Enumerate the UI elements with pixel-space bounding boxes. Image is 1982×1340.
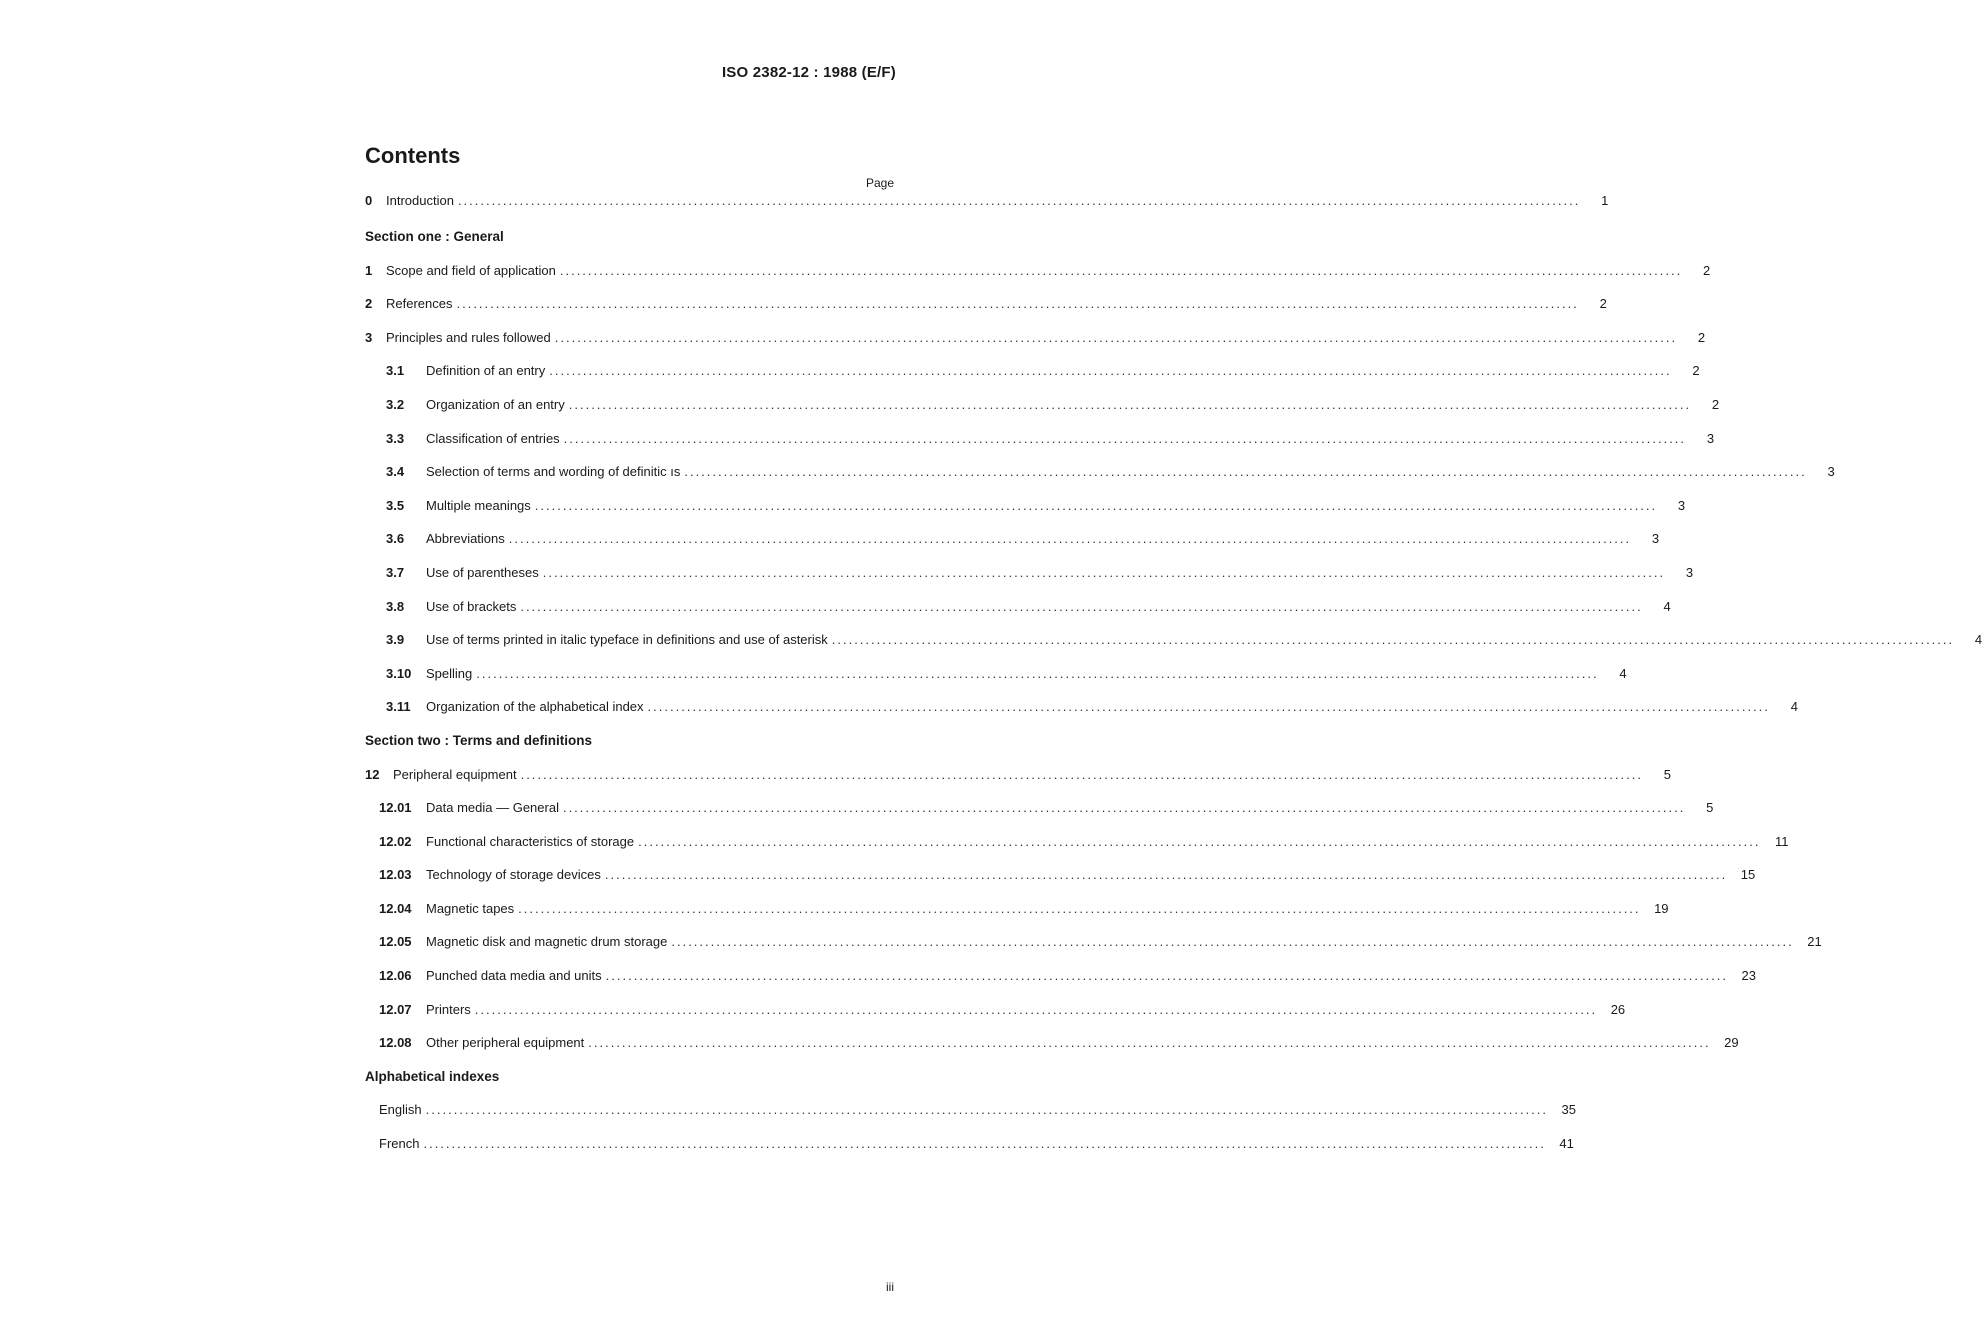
toc-entry-label: Organization of the alphabetical index xyxy=(426,699,644,715)
toc-entry-label: Data media — General xyxy=(426,800,559,816)
toc-entry-number: 2 xyxy=(365,296,373,312)
toc-entry-number: 1 xyxy=(365,262,373,278)
toc-entry[interactable] xyxy=(365,262,1711,296)
toc-entry-number: 3.9 xyxy=(386,632,405,648)
toc-subentry[interactable] xyxy=(365,430,1715,464)
toc-entry-label: Technology of storage devices xyxy=(426,867,601,883)
toc-subentry[interactable] xyxy=(365,933,1822,967)
toc-subentry[interactable] xyxy=(365,833,1789,867)
dot-leader: ........................................................................................................................................................................................................ xyxy=(474,1001,1598,1017)
toc-entry-page: 26 xyxy=(1610,1001,1626,1017)
toc-entry-number: 3.5 xyxy=(386,497,405,513)
page-number: iii xyxy=(886,1280,894,1294)
toc-entry-label: Introduction xyxy=(386,193,454,208)
toc-entry-number: 12.05 xyxy=(379,934,412,950)
toc-entry-label: Use of terms printed in italic typeface in definitions and use of asterisk xyxy=(426,632,828,648)
section-heading-two: Section two : Terms and definitions xyxy=(365,732,593,748)
toc-subentry[interactable] xyxy=(365,866,1756,900)
toc-subentry[interactable] xyxy=(365,665,1627,699)
dot-leader: ........................................................................................................................................................................................................ xyxy=(671,934,1794,950)
toc-subentry[interactable] xyxy=(365,564,1694,598)
toc-entry-number: 12.04 xyxy=(379,900,412,916)
toc-entry-number: 3.10 xyxy=(386,665,412,681)
toc-entry-number: 12.01 xyxy=(379,800,412,816)
dot-leader: ........................................................................................................................................................................................................ xyxy=(520,766,1643,782)
dot-leader: ........................................................................................................................................................................................................ xyxy=(559,262,1683,278)
toc-entry-number: 3.11 xyxy=(386,699,411,715)
toc-entry-number: 3.6 xyxy=(386,531,405,547)
dot-leader: ........................................................................................................................................................................................................ xyxy=(588,1035,1711,1051)
toc-entry-page: 3 xyxy=(1706,430,1715,446)
toc-entry-label: Abbreviations xyxy=(426,531,505,547)
toc-entry-label: Peripheral equipment xyxy=(393,766,517,782)
toc-entry-page: 3 xyxy=(1677,497,1686,513)
toc-entry-label: French xyxy=(379,1136,420,1152)
toc-subentry[interactable] xyxy=(365,799,1714,833)
toc-subentry[interactable] xyxy=(365,1034,1739,1068)
toc-entry-number: 3.1 xyxy=(386,363,405,379)
toc-entry-number: 12 xyxy=(365,766,380,782)
toc-entry-page: 29 xyxy=(1724,1035,1739,1051)
toc-entry-number: 3.3 xyxy=(386,430,405,446)
dot-leader: ........................................................................................................................................................................................................ xyxy=(476,665,1599,681)
table-of-contents xyxy=(365,140,1982,1169)
toc-entry-label: Magnetic disk and magnetic drum storage xyxy=(426,934,668,950)
toc-entry-page: 41 xyxy=(1559,1136,1574,1152)
dot-leader: ........................................................................................................................................................................................................ xyxy=(568,396,1692,412)
toc-entry-page: 5 xyxy=(1706,800,1714,816)
toc-entry-label: Use of brackets xyxy=(426,598,517,614)
toc-subentry[interactable] xyxy=(365,463,1835,497)
toc-entry-page: 3 xyxy=(1685,564,1694,580)
toc-entry-page: 35 xyxy=(1561,1102,1577,1118)
toc-entry-label: Selection of terms and wording of definitic ıs xyxy=(426,464,681,480)
toc-subentry[interactable] xyxy=(365,530,1660,564)
toc-entry-label: Scope and field of application xyxy=(386,262,556,278)
toc-entry-label: Multiple meanings xyxy=(426,497,531,513)
toc-entry-label: Punched data media and units xyxy=(426,968,602,984)
toc-entry-page: 4 xyxy=(1974,632,1982,648)
toc-entry-number: 12.03 xyxy=(379,867,412,883)
dot-leader: ........................................................................................................................................................................................................ xyxy=(520,598,1643,614)
toc-entry-label: References xyxy=(386,296,453,312)
toc-entry-page: 23 xyxy=(1741,968,1757,984)
toc-entry-number: 3 xyxy=(365,329,373,345)
toc-entry[interactable] xyxy=(365,329,1706,363)
toc-entry-number: 3.2 xyxy=(386,396,405,412)
dot-leader: ........................................................................................................................................................................................................ xyxy=(604,867,1728,883)
toc-subentry[interactable] xyxy=(365,698,1798,732)
dot-leader: ........................................................................................................................................................................................................ xyxy=(684,464,1807,480)
toc-entry-page: 1 xyxy=(1601,193,1609,208)
toc-subentry[interactable] xyxy=(365,396,1720,430)
dot-leader: ........................................................................................................................................................................................................ xyxy=(457,193,1581,208)
toc-entry-number: 3.7 xyxy=(386,564,405,580)
toc-index-entry[interactable] xyxy=(365,1101,1577,1135)
toc-subentry[interactable] xyxy=(365,497,1686,531)
toc-entry-label: Use of parentheses xyxy=(426,564,539,580)
toc-entry-page: 3 xyxy=(1827,464,1835,480)
toc-entry-label: Classification of entries xyxy=(426,430,560,446)
toc-entry-page: 4 xyxy=(1663,598,1671,614)
dot-leader: ........................................................................................................................................................................................................ xyxy=(534,497,1658,513)
toc-entry-page: 2 xyxy=(1599,296,1607,312)
toc-entry-page: 19 xyxy=(1654,900,1669,916)
dot-leader: ........................................................................................................................................................................................................ xyxy=(638,833,1761,849)
dot-leader: ........................................................................................................................................................................................................ xyxy=(549,363,1672,379)
dot-leader: ........................................................................................................................................................................................................ xyxy=(425,1102,1549,1118)
toc-entry-number: 3.8 xyxy=(386,598,405,614)
toc-entry-number: 12.07 xyxy=(379,1001,412,1017)
toc-entry-label: Organization of an entry xyxy=(426,396,565,412)
toc-entry[interactable] xyxy=(365,766,1671,800)
toc-subentry[interactable] xyxy=(365,362,1700,396)
toc-entry-page: 5 xyxy=(1663,766,1671,782)
toc-entry-label: Printers xyxy=(426,1001,471,1017)
dot-leader: ........................................................................................................................................................................................................ xyxy=(542,564,1666,580)
toc-entry-page: 15 xyxy=(1740,867,1756,883)
page-column-label: Page xyxy=(865,176,894,190)
toc-entry-label: Magnetic tapes xyxy=(426,900,515,916)
toc-entry-number: 3.4 xyxy=(386,464,405,480)
toc-entry[interactable] xyxy=(365,295,1607,329)
dot-leader: ........................................................................................................................................................................................................ xyxy=(563,430,1687,446)
toc-index-entry[interactable] xyxy=(365,1135,1574,1169)
toc-entry-page: 4 xyxy=(1790,699,1798,715)
dot-leader: ........................................................................................................................................................................................................ xyxy=(456,296,1579,312)
toc-entry-page: 2 xyxy=(1697,329,1706,345)
dot-leader: ........................................................................................................................................................................................................ xyxy=(647,699,1770,715)
dot-leader: ........................................................................................................................................................................................................ xyxy=(508,531,1632,547)
toc-entry-label: Spelling xyxy=(426,665,473,681)
toc-entry-number: 12.08 xyxy=(379,1035,412,1051)
toc-entry-number: 12.06 xyxy=(379,968,412,984)
toc-subentry[interactable] xyxy=(365,1001,1626,1035)
dot-leader: ........................................................................................................................................................................................................ xyxy=(554,329,1678,345)
toc-entry-introduction[interactable] xyxy=(365,192,1609,222)
page-title: Contents xyxy=(365,143,461,168)
document-identifier: ISO 2382-12 : 1988 (E/F) xyxy=(721,64,896,81)
toc-entry-label: Other peripheral equipment xyxy=(426,1035,585,1051)
toc-entry-label: Functional characteristics of storage xyxy=(426,833,635,849)
toc-entry-page: 21 xyxy=(1807,934,1822,950)
toc-subentry[interactable] xyxy=(365,598,1671,632)
dot-leader: ........................................................................................................................................................................................................ xyxy=(562,800,1686,816)
toc-entry-page: 11 xyxy=(1774,833,1789,849)
toc-entry-page: 2 xyxy=(1692,363,1700,379)
toc-entry-number: 0 xyxy=(365,193,373,208)
section-heading-one: Section one : General xyxy=(365,229,504,244)
toc-entry-page: 3 xyxy=(1651,531,1660,547)
toc-entry-number: 12.02 xyxy=(379,833,412,849)
toc-entry-page: 2 xyxy=(1711,396,1720,412)
dot-leader: ........................................................................................................................................................................................................ xyxy=(831,632,1955,648)
toc-entry-page: 4 xyxy=(1619,665,1627,681)
toc-entry-label: English xyxy=(379,1102,422,1118)
toc-entry-label: Principles and rules followed xyxy=(386,329,551,345)
toc-entry-label: Definition of an entry xyxy=(426,363,546,379)
dot-leader: ........................................................................................................................................................................................................ xyxy=(518,900,1641,916)
toc-subentry[interactable] xyxy=(365,967,1757,1001)
section-heading-indexes: Alphabetical indexes xyxy=(365,1068,500,1084)
dot-leader: ........................................................................................................................................................................................................ xyxy=(605,968,1729,984)
toc-subentry[interactable] xyxy=(365,900,1669,934)
dot-leader: ........................................................................................................................................................................................................ xyxy=(423,1136,1546,1152)
toc-entry-page: 2 xyxy=(1703,262,1711,278)
toc-subentry[interactable] xyxy=(365,631,1982,665)
